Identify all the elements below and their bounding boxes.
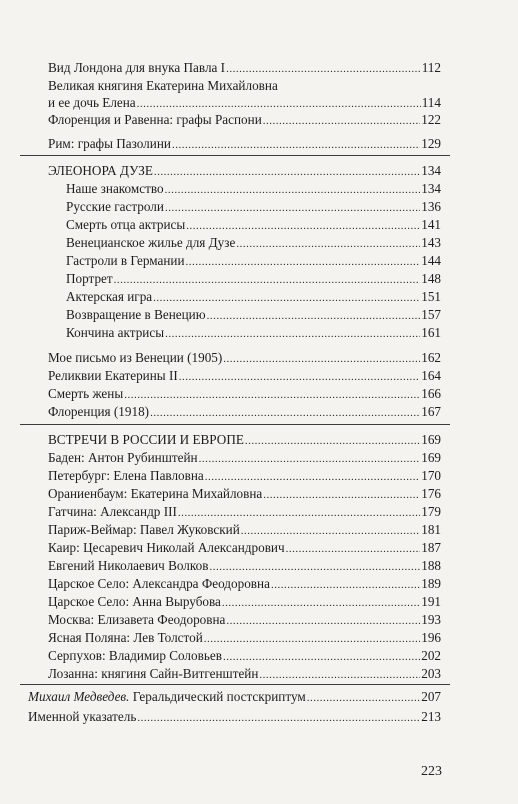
toc-entry-title: Баден: Антон Рубинштейн [48,450,198,465]
toc-entry [48,539,441,557]
toc-entry-page: 148 [421,271,441,286]
toc-entry-title: Возвращение в Венецию [66,307,206,322]
toc-entry-title: Петербург: Елена Павловна [48,468,204,483]
leader-dots [179,370,420,385]
toc-entry-page: 187 [421,540,441,555]
toc-entry [48,557,441,575]
leader-dots [172,138,420,153]
toc-entry [48,111,441,129]
toc-entry-page: 169 [421,432,441,447]
toc-entry-title: Царское Село: Анна Вырубова [48,594,221,609]
leader-dots [226,614,420,629]
section-heading: ВСТРЕЧИ В РОССИИ И ЕВРОПЕ [48,432,244,447]
toc-entry-title: и ее дочь Елена [48,95,136,110]
toc-entry-page: 189 [421,576,441,591]
leader-dots [154,165,420,180]
leader-dots [223,352,420,367]
toc-entry-title: Москва: Елизавета Феодоровна [48,612,226,627]
leader-dots [259,668,420,683]
leader-dots [205,470,420,485]
toc-entry-page: 161 [421,325,441,340]
toc-entry-page: 176 [421,486,441,501]
toc-entry-index [28,708,441,726]
toc-entry-title: Кончина актрисы [66,325,165,340]
toc-entry-postscript [28,688,441,706]
toc-entry-page: 179 [421,504,441,519]
toc-entry [48,135,441,153]
leader-dots [199,452,421,467]
toc-entry-page: 112 [421,60,441,75]
toc-entry-page: 193 [421,612,441,627]
toc-entry-title: Ораниенбаум: Екатерина Михайловна [48,486,263,501]
toc-entry-title: Реликвии Екатерины II [48,368,178,383]
toc-entry-page: 188 [421,558,441,573]
toc-subentry [66,216,441,234]
toc-entry-title: Гатчина: Александр III [48,504,177,519]
toc-entry [48,647,441,665]
toc-subentry [66,306,441,324]
toc-entry-title: Именной указатель [28,709,137,724]
leader-dots [165,327,420,342]
leader-dots [263,114,420,129]
leader-dots [186,255,421,270]
toc-entry-page: 134 [421,181,441,196]
toc-entry-page: 122 [421,112,441,127]
toc-entry-title: Вид Лондона для внука Павла I [48,60,226,75]
toc-entry-title: Каир: Цесаревич Николай Александрович [48,540,285,555]
toc-entry-page: 169 [421,450,441,465]
toc-entry-page: 196 [421,630,441,645]
toc-subentry [66,288,441,306]
leader-dots [271,578,420,593]
toc-entry [48,349,441,367]
toc-entry [48,94,441,112]
leader-dots [204,632,420,647]
toc-entry-title: Париж-Веймар: Павел Жуковский [48,522,240,537]
leader-dots [263,488,420,503]
page-number: 223 [421,764,442,779]
toc-entry-title: Великая княгиня Екатерина Михайловна [48,78,278,93]
toc-entry [48,403,441,421]
toc-entry [48,467,441,485]
leader-dots [207,309,421,324]
section-heading-entry [48,431,441,449]
leader-dots [178,506,420,521]
leader-dots [226,62,421,77]
toc-entry-title: Флоренция и Равенна: графы Распони [48,112,262,127]
leader-dots [236,237,420,252]
toc-entry-title [28,688,306,706]
toc-entry-page: 207 [421,689,441,704]
leader-dots [114,273,421,288]
toc-entry [48,521,441,539]
toc-entry-page: 157 [421,307,441,322]
toc-entry-title: Ясная Поляна: Лев Толстой [48,630,203,645]
leader-dots [165,183,421,198]
toc-entry [48,449,441,467]
toc-entry-title: Царское Село: Александра Феодоровна [48,576,270,591]
leader-dots [223,650,420,665]
toc-subentry [66,270,441,288]
section-heading: ЭЛЕОНОРА ДУЗЕ [48,163,153,178]
toc-entry-title: Евгений Николаевич Волков [48,558,209,573]
toc-entry-title: Рим: графы Пазолини [48,136,171,151]
toc-entry [48,575,441,593]
postscript-title: Геральдический постскриптум [129,689,306,704]
toc-entry-title: Серпухов: Владимир Соловьев [48,648,222,663]
toc-entry-page: 213 [421,709,441,724]
toc-subentry [66,180,441,198]
toc-entry-page: 151 [421,289,441,304]
section-divider [20,684,450,685]
toc-entry-page: 162 [421,350,441,365]
toc-entry [48,485,441,503]
toc-entry-title: Русские гастроли [66,199,164,214]
toc-entry-title: Портрет [66,271,113,286]
leader-dots [307,691,421,706]
toc-entry-page: 181 [421,522,441,537]
leader-dots [222,596,420,611]
leader-dots [150,406,420,421]
toc-entry-title: Наше знакомство [66,181,164,196]
toc-subentry [66,198,441,216]
toc-entry-page: 134 [421,163,441,178]
toc-entry [48,59,441,77]
toc-entry-page: 166 [421,386,441,401]
leader-dots [286,542,421,557]
toc-entry-page: 191 [421,594,441,609]
section-divider [20,424,450,425]
toc-entry [48,629,441,647]
toc-entry-page: 129 [421,136,441,151]
toc-entry-page: 164 [421,368,441,383]
toc-entry-title: Флоренция (1918) [48,404,150,419]
toc-entry-title: Венецианское жилье для Дузе [66,235,236,250]
toc-entry-title: Смерть жены [48,386,124,401]
toc-entry [48,503,441,521]
toc-entry-page: 203 [421,666,441,681]
toc-entry-page: 136 [421,199,441,214]
section-divider [20,155,450,156]
toc-entry-page: 144 [421,253,441,268]
toc-entry-title: Актерская игра [66,289,153,304]
toc-entry-title: Лозанна: княгиня Сайн-Витгенштейн [48,666,259,681]
toc-entry [48,611,441,629]
leader-dots [153,291,420,306]
leader-dots [209,560,420,575]
leader-dots [245,434,420,449]
toc-entry [48,77,441,95]
toc-entry-title: Гастроли в Германии [66,253,185,268]
toc-entry-page: 114 [421,95,441,110]
section-heading-entry [48,162,441,180]
toc-entry-title: Мое письмо из Венеции (1905) [48,350,223,365]
leader-dots [124,388,420,403]
toc-entry-page: 141 [421,217,441,232]
leader-dots [137,711,420,726]
toc-entry-title: Смерть отца актрисы [66,217,186,232]
toc-entry [48,593,441,611]
toc-subentry [66,324,441,342]
toc-entry [48,665,441,683]
toc-entry [48,385,441,403]
leader-dots [186,219,420,234]
toc-entry-page: 167 [421,404,441,419]
toc-entry-page: 170 [421,468,441,483]
toc-entry-page: 202 [421,648,441,663]
toc-subentry [66,234,441,252]
toc-entry-page: 143 [421,235,441,250]
postscript-author: Михаил Медведев. [28,689,130,704]
leader-dots [137,97,421,112]
leader-dots [165,201,420,216]
toc-entry [48,367,441,385]
toc-subentry [66,252,441,270]
leader-dots [241,524,420,539]
